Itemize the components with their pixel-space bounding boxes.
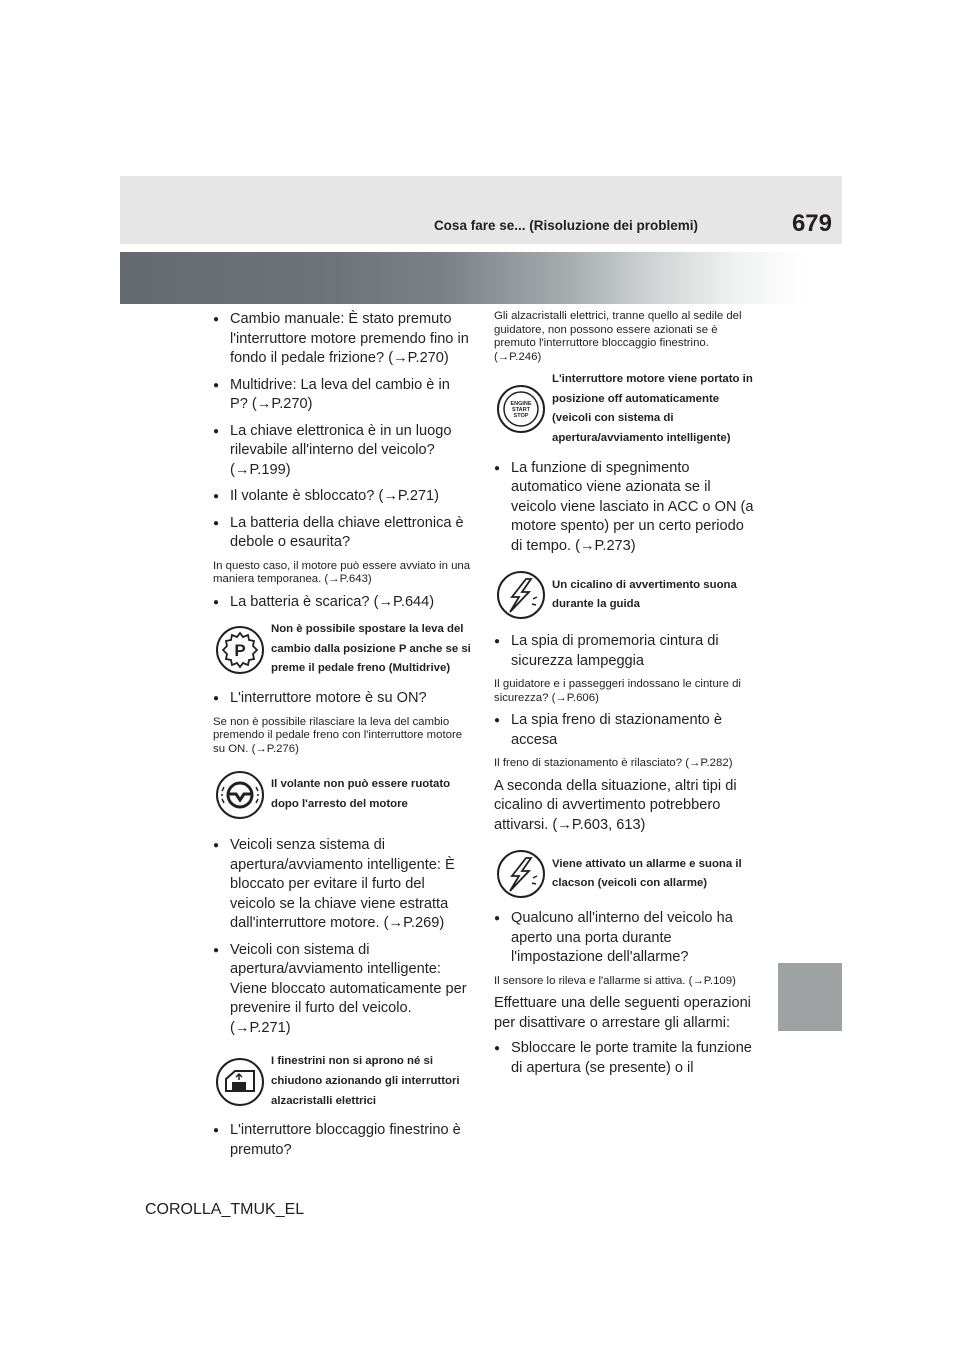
- left-column: [213, 310, 471, 1167]
- problem-block-alarm: [494, 849, 756, 899]
- problem-block-engine-off: [494, 370, 756, 449]
- paragraph: A seconda della situazione, altri tipi di cicalino di avvertimento potrebbero attivarsi. (→P.603, 613): [494, 777, 737, 833]
- bullet-item: ● Multidrive: La leva del cambio è in P? (→P.270): [213, 376, 471, 415]
- bullet-item: ● Qualcuno all'interno del veicolo ha aperto una porta durante l'impostazione dell'allarme?: [494, 909, 756, 968]
- block-title: Viene attivato un allarme e suona il clacson (veicoli con allarme): [552, 857, 742, 890]
- bullet-item: ● La funzione di spegnimento automatico viene azionata se il veicolo viene lasciato in ACC o ON (a motore spento) per un certo periodo di tempo. (→P.273): [494, 459, 756, 557]
- bullet-item: ● L'interruttore motore è su ON?: [213, 689, 471, 709]
- problem-block-windows: [213, 1052, 471, 1111]
- bullet-item: ● Il volante è sbloccato? (→P.271): [213, 487, 471, 507]
- problem-block-steering: [213, 770, 471, 820]
- section-title: Cosa fare se... (Risoluzione dei problemi): [433, 218, 698, 233]
- block-title: I finestrini non si aprono né si chiudono azionando gli interruttori alzacristalli elettrici: [271, 1055, 460, 1107]
- engine-label: STOP: [513, 413, 529, 420]
- engine-start-stop-icon: [496, 384, 546, 434]
- bullet-item: ● Sbloccare le porte tramite la funzione di apertura (se presente) o il: [494, 1039, 756, 1078]
- page-header: [120, 176, 842, 244]
- engine-label: ENGINE: [510, 401, 532, 408]
- page-number: 679: [791, 210, 832, 237]
- note-text: Gli alzacristalli elettrici, tranne quello al sedile del guidatore, non possono essere azionati se è premuto l'interruttore bloccaggio finestrino. (→P.246): [494, 310, 742, 363]
- bullet-item: ● La batteria è scarica? (→P.644): [213, 593, 471, 613]
- bullet-item: ● Veicoli con sistema di apertura/avviamento intelligente: Viene bloccato automaticamente per prevenire il furto del veicolo. (→P.271): [213, 941, 471, 1039]
- problem-block-shift-lever: [213, 620, 471, 679]
- doc-code: COROLLA_TMUK_EL: [145, 1201, 305, 1218]
- note-text: Il freno di stazionamento è rilasciato? (→P.282): [494, 757, 733, 770]
- block-title: Un cicalino di avvertimento suona durante la guida: [552, 578, 737, 611]
- block-title: L'interruttore motore viene portato in posizione off automaticamente (veicoli con sistema di apertura/avviamento intelligente): [552, 373, 753, 445]
- bullet-item: ● La batteria della chiave elettronica è debole o esaurita?: [213, 514, 471, 553]
- bullet-item: ● La spia freno di stazionamento è accesa: [494, 711, 756, 750]
- block-title: Il volante non può essere ruotato dopo l'arresto del motore: [271, 778, 451, 811]
- note-text: Se non è possibile rilasciare la leva del cambio premendo il pedale freno con l'interruttore motore su ON. (→P.276): [213, 715, 463, 755]
- bullet-item: ● La spia di promemoria cintura di sicurezza lampeggia: [494, 632, 756, 671]
- alarm-horn-icon: [496, 849, 546, 899]
- svg-text:P: P: [234, 640, 246, 660]
- bullet-item: ● L'interruttore bloccaggio finestrino è premuto?: [213, 1121, 471, 1160]
- park-gear-icon: [215, 625, 265, 675]
- header-gradient-band: [120, 252, 842, 304]
- problem-block-buzzer: [494, 570, 756, 620]
- note-text: In questo caso, il motore può essere avviato in una maniera temporanea. (→P.643): [213, 559, 471, 585]
- bullet-item: ● Cambio manuale: È stato premuto l'interruttore motore premendo fino in fondo il pedale frizione? (→P.270): [213, 310, 471, 369]
- steering-lock-icon: [215, 770, 265, 820]
- right-column: [494, 310, 756, 1085]
- engine-label: START: [512, 407, 530, 414]
- power-window-icon: [215, 1057, 265, 1107]
- chapter-tab: [778, 963, 842, 1031]
- bullet-item: ● La chiave elettronica è in un luogo rilevabile all'interno del veicolo? (→P.199): [213, 422, 471, 481]
- note-text: Il sensore lo rileva e l'allarme si attiva. (→P.109): [494, 974, 736, 987]
- block-title: Non è possibile spostare la leva del cambio dalla posizione P anche se si preme il pedale freno (Multidrive): [271, 623, 471, 675]
- note-text: Il guidatore e i passeggeri indossano le cinture di sicurezza? (→P.606): [494, 678, 741, 704]
- bullet-item: ● Veicoli senza sistema di apertura/avviamento intelligente: È bloccato per evitare il furto del veicolo se la chiave viene estratta dall'interruttore motore. (→P.269): [213, 836, 471, 934]
- paragraph: Effettuare una delle seguenti operazioni per disattivare o arrestare gli allarmi:: [494, 995, 751, 1031]
- warning-buzzer-icon: [496, 570, 546, 620]
